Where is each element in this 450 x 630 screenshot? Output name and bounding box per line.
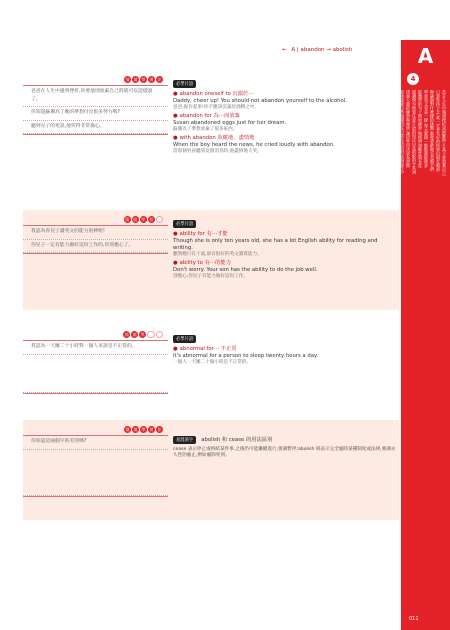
examples-column [173, 420, 399, 520]
category-icon: 學 [140, 332, 145, 337]
empty-icon [156, 216, 163, 223]
example-en: When the boy heard the news, he cried loudly with abandon. [173, 142, 335, 149]
tab-column: 學習英文也是一樣,每天累積一點點就能進步 [424, 90, 429, 168]
entry-section [23, 210, 399, 310]
examples-column [173, 210, 399, 310]
inline-title-row [173, 426, 399, 445]
bullet-icon: ● [173, 259, 178, 266]
icon-row [124, 76, 163, 83]
arrow-left-icon: ← [282, 47, 287, 53]
entry-section [23, 325, 399, 405]
category-icon: 情 [125, 77, 130, 82]
icon-row [124, 216, 163, 223]
category-icon: 境 [133, 217, 138, 222]
examples-column [173, 70, 399, 200]
category-icon: 情 [125, 427, 130, 432]
example-zh: 蘇珊為了夢想放棄了很多東西。 [173, 126, 238, 132]
tab-column: 閱讀例句時要注意片語的用法以及搭配的介系詞 [412, 90, 417, 174]
example-en: Don't worry. Your son has the ability to do the job well. [173, 266, 318, 273]
example-zh: 雖然她只有十歲,卻有很好的英文讀寫能力。 [173, 251, 262, 257]
category-icon: 習 [149, 217, 154, 222]
phrase-head: ● ability to 有⋯的能力 [173, 259, 232, 266]
example-en: It's abnormal for a person to sleep twenty hours a day. [173, 353, 319, 359]
note-blank [23, 450, 168, 496]
bullet-icon: ● [173, 135, 178, 142]
bullet-icon: ● [173, 113, 178, 120]
inline-title: abolish 和 cease 的用法區別 [201, 437, 273, 443]
phrase-head: ● abnormal for⋯ 不正常 [173, 346, 237, 352]
notes-box [23, 435, 168, 497]
example-zh: 一個人一天睡二十個小時是不正常的。 [173, 359, 252, 365]
note-blank [23, 355, 168, 393]
tab-column: 從簡單的句子開始練習,慢慢增加難度與長度 [418, 90, 423, 168]
tab-column: 無論面對什麼樣的挑戰,都要勇敢地去克服它們 [430, 90, 435, 172]
phrase-item [173, 113, 399, 133]
entry-section [23, 420, 399, 520]
tab-letter: A [417, 44, 434, 68]
note-line: 你知道這兩個字的差別嗎? [23, 436, 168, 450]
tab-text-columns [400, 90, 447, 420]
explanation-paragraph: cease 表示停止或終結某件事,之後仍可能繼續進行,強調暫停;abolish 則表示完全廢除某種制度或法律,強調永久性的廢止,例如廢除死刑。 [173, 447, 396, 459]
note-line: 聽到兒子的死訊,他哭得非常傷心。 [23, 121, 168, 135]
bullet-icon: ● [173, 346, 178, 352]
phrase-head: ● abandon for 為⋯而放棄 [173, 113, 240, 120]
phrase-head: ● abandon oneself to 沉溺於⋯ [173, 91, 254, 97]
phrase-item [173, 231, 399, 258]
example-zh: 爸爸,振作起來!你不應該沉溺於酒精之中。 [173, 104, 259, 110]
icon-row [124, 426, 163, 433]
notes-column [23, 325, 168, 405]
tab-column: 只要堅持下去,就一定會有好的結果出現在眼前 [436, 90, 441, 172]
notes-column [23, 420, 168, 520]
category-icon: 習 [149, 77, 154, 82]
notes-column [23, 210, 168, 310]
bullet-icon: ● [173, 91, 178, 97]
example-en: Though she is only ten years old, she has a lot English ability for reading and writing. [173, 238, 378, 251]
category-icon: 境 [133, 77, 138, 82]
note-line: 爸爸在人生中遇到挫折,你要他別放棄自己時就可以這樣說了。 [23, 86, 168, 107]
note-line: 你兒子一定有能力做好這份工作的,你別擔心了。 [23, 240, 168, 254]
phrase-item [173, 346, 399, 366]
empty-icon [156, 331, 163, 338]
examples-column [173, 325, 399, 405]
header-letter: A [291, 47, 296, 53]
example-en: Susan abandoned eggs just for her dream. [173, 120, 287, 127]
phrase-item [173, 91, 399, 111]
category-icon: 法 [157, 77, 162, 82]
letter-tab [401, 40, 450, 630]
category-icon: 習 [149, 427, 154, 432]
tab-column: 最後就能自然地運用在日常生活的對話與寫作中 [400, 90, 405, 174]
category-icon: 境 [132, 332, 137, 337]
running-header: ← A | abandon → abolish [282, 47, 353, 53]
phrase-head: ● ability for 有⋯才能 [173, 231, 228, 237]
phrase-item [173, 135, 399, 155]
category-icon: 學 [141, 427, 146, 432]
notes-box [23, 85, 168, 135]
category-icon: 情 [124, 332, 129, 337]
phrase-head: ● with abandon 放縱地、盡情地 [173, 135, 255, 142]
section-label: 必學片語 [173, 335, 196, 343]
notes-box [23, 225, 168, 254]
example-zh: 當那個男孩聽到這個消息時,他盡情地大哭。 [173, 148, 262, 154]
bullet-icon: ● [173, 231, 178, 237]
section-label: 必學片語 [173, 80, 196, 88]
category-icon: 學 [141, 77, 146, 82]
note-line: 我認為一天睡二十小時對一個人來說是不正常的。 [23, 341, 168, 355]
section-label: 易混淆字 [173, 436, 196, 444]
section-label: 必學片語 [173, 220, 196, 228]
note-line: 我認為你兒子讀英文的能力很棒呢! [23, 226, 168, 240]
notes-box [23, 340, 168, 394]
tab-badge: 4 [407, 73, 419, 85]
category-icon: 學 [141, 217, 146, 222]
icon-row [123, 331, 163, 338]
notes-column [23, 70, 168, 200]
phrase-item [173, 260, 399, 280]
category-icon: 法 [157, 427, 162, 432]
category-icon: 境 [133, 427, 138, 432]
note-line: 你知道蘇珊為了她的夢想付出很多努力嗎? [23, 107, 168, 121]
entry-section [23, 70, 399, 200]
header-range: abandon → abolish [300, 47, 353, 53]
example-en: Daddy, cheer up! You should not abandon yourself to the alcohol. [173, 98, 347, 104]
category-icon: 情 [125, 217, 130, 222]
empty-icon [147, 331, 154, 338]
example-zh: 別擔心,你兒子有能力做好這份工作。 [173, 273, 248, 279]
tab-column: 透過大量的練習與複習,讓這些用法成為習慣 [406, 90, 411, 168]
tab-column: 當在人生中遇到挫折或困難時,千萬不要放棄自己 [442, 90, 447, 176]
page-number: 011 [409, 616, 419, 622]
